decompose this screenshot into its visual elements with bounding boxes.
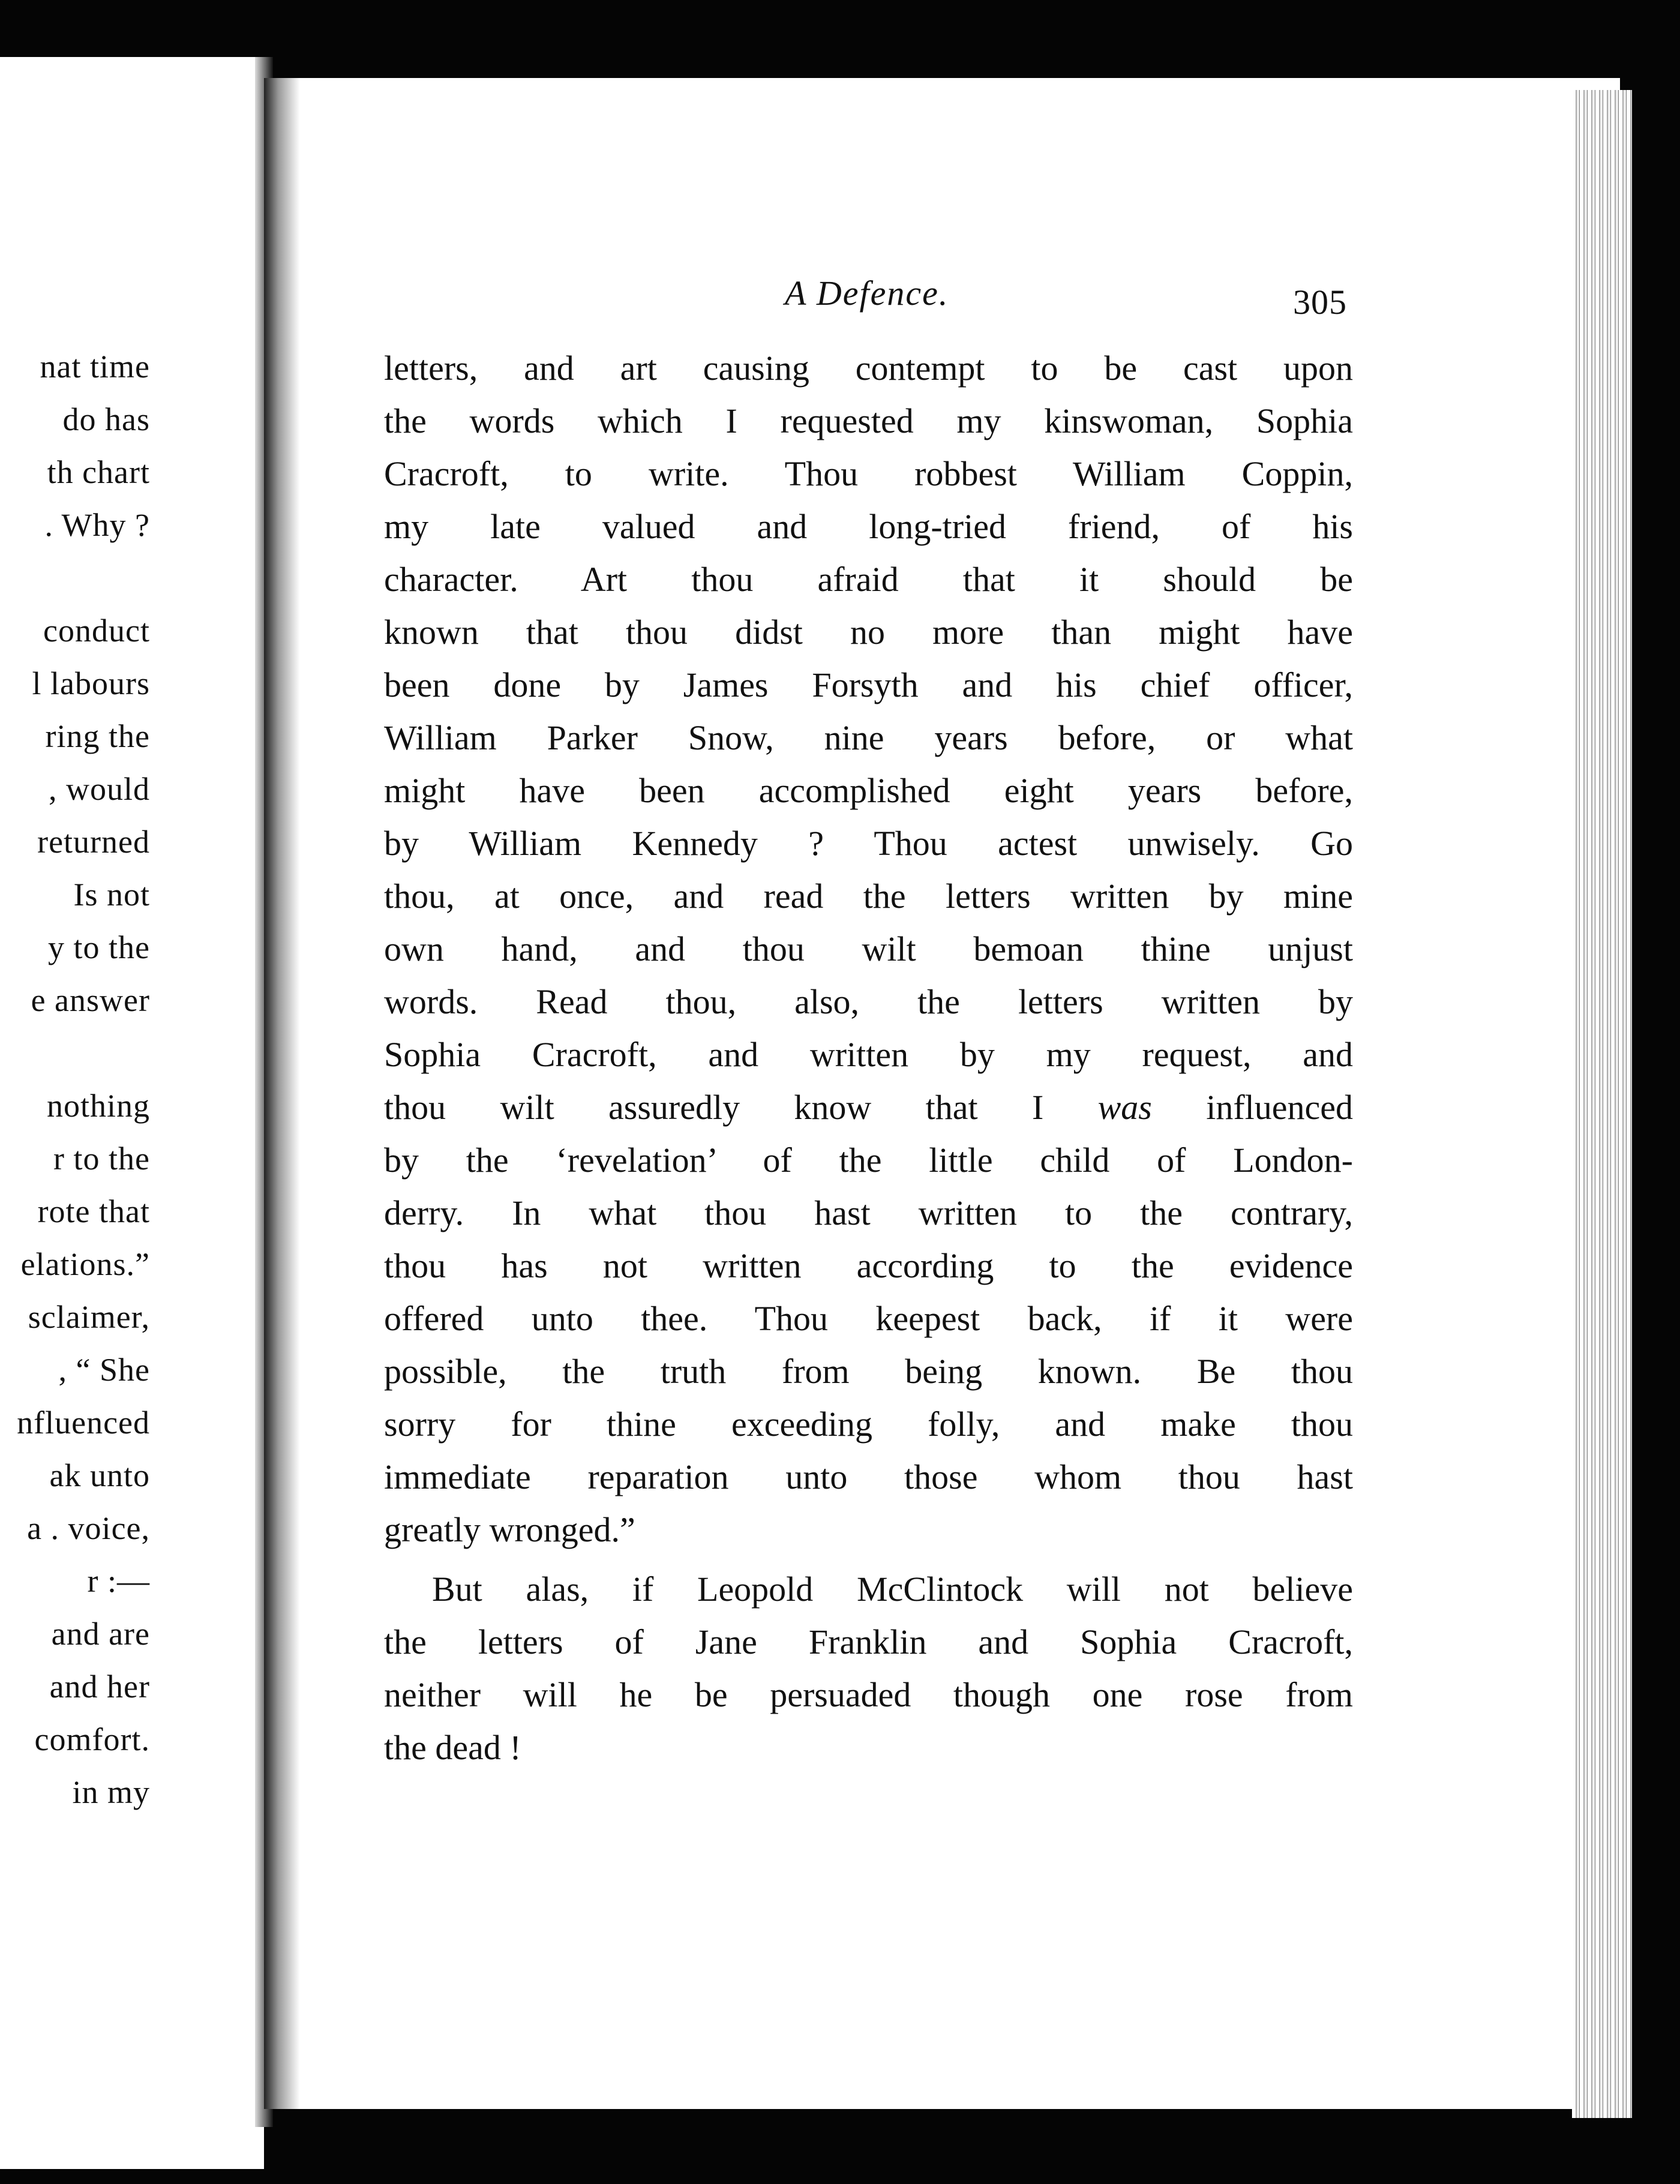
text-line: letters, and art causing contempt to be cast upon bbox=[384, 349, 1353, 388]
previous-page-line: , “ She bbox=[58, 1352, 150, 1388]
text-line: thou has not written according to the evidence bbox=[384, 1246, 1353, 1285]
text-line: William Parker Snow, nine years before, or what bbox=[384, 718, 1353, 757]
previous-page-line: do has bbox=[62, 401, 150, 437]
previous-page-line: ak unto bbox=[49, 1457, 150, 1493]
text-line: the dead ! bbox=[384, 1728, 521, 1767]
previous-page-line: in my bbox=[72, 1774, 150, 1810]
previous-page-line: nat time bbox=[40, 349, 150, 385]
previous-page-line: e answer bbox=[31, 982, 150, 1018]
text-line: been done by James Forsyth and his chief officer, bbox=[384, 665, 1353, 704]
binding-shadow bbox=[264, 78, 300, 2109]
previous-page-line: conduct bbox=[43, 613, 150, 649]
previous-page-line: Is not bbox=[73, 877, 150, 913]
text-line: offered unto thee. Thou keepest back, if it were bbox=[384, 1299, 1353, 1338]
previous-page-line: . Why ? bbox=[44, 507, 150, 543]
text-line: Cracroft, to write. Thou robbest William Coppin, bbox=[384, 454, 1353, 493]
text-line: neither will he be persuaded though one rose from bbox=[384, 1675, 1353, 1714]
previous-page-line: elations.” bbox=[20, 1246, 150, 1282]
text-line: sorry for thine exceeding folly, and make thou bbox=[384, 1405, 1353, 1444]
previous-page-fragment bbox=[0, 57, 264, 2169]
previous-page-line: a . voice, bbox=[27, 1510, 150, 1546]
previous-page-line: and are bbox=[51, 1616, 150, 1652]
text-line: character. Art thou afraid that it should be bbox=[384, 560, 1353, 599]
previous-page-line: nothing bbox=[46, 1088, 150, 1124]
previous-page-line: and her bbox=[49, 1669, 150, 1705]
text-line: by the ‘revelation’ of the little child of London- bbox=[384, 1141, 1353, 1180]
previous-page-line: rote that bbox=[37, 1193, 150, 1229]
text-line: the letters of Jane Franklin and Sophia Cracroft, bbox=[384, 1622, 1353, 1661]
text-line: might have been accomplished eight years before, bbox=[384, 771, 1353, 810]
text-line: known that thou didst no more than might have bbox=[384, 613, 1353, 652]
text-line: words. Read thou, also, the letters written by bbox=[384, 982, 1353, 1021]
previous-page-line: l labours bbox=[32, 665, 150, 701]
page-edges bbox=[1572, 90, 1632, 2118]
text-line: by William Kennedy ? Thou actest unwisely. Go bbox=[384, 824, 1353, 863]
page-number: 305 bbox=[1293, 283, 1347, 322]
text-line: the words which I requested my kinswoman, Sophia bbox=[384, 401, 1353, 440]
text-line: possible, the truth from being known. Be thou bbox=[384, 1352, 1353, 1391]
text-line: thou wilt assuredly know that I was influenced bbox=[384, 1088, 1353, 1127]
text-line: immediate reparation unto those whom thou hast bbox=[384, 1457, 1353, 1496]
text-line: derry. In what thou hast written to the contrary, bbox=[384, 1193, 1353, 1232]
previous-page-line: returned bbox=[37, 824, 150, 860]
previous-page-line: r to the bbox=[53, 1141, 150, 1177]
previous-page-line: r :— bbox=[87, 1563, 150, 1599]
running-head: A Defence. bbox=[785, 274, 949, 313]
text-line: thou, at once, and read the letters written by mine bbox=[384, 877, 1353, 916]
previous-page-line: y to the bbox=[48, 929, 150, 965]
previous-page-line: , would bbox=[49, 771, 150, 807]
text-line: greatly wronged.” bbox=[384, 1510, 635, 1549]
previous-page-line: nfluenced bbox=[17, 1405, 150, 1441]
previous-page-line: comfort. bbox=[34, 1721, 150, 1757]
previous-page-line: sclaimer, bbox=[28, 1299, 150, 1335]
previous-page-line: th chart bbox=[47, 454, 150, 490]
previous-page-line: ring the bbox=[45, 718, 150, 754]
text-line: Sophia Cracroft, and written by my request, and bbox=[384, 1035, 1353, 1074]
text-line: own hand, and thou wilt bemoan thine unjust bbox=[384, 929, 1353, 968]
text-line: my late valued and long-tried friend, of his bbox=[384, 507, 1353, 546]
text-line: But alas, if Leopold McClintock will not believe bbox=[432, 1570, 1353, 1609]
emphasis: was bbox=[1097, 1088, 1152, 1127]
